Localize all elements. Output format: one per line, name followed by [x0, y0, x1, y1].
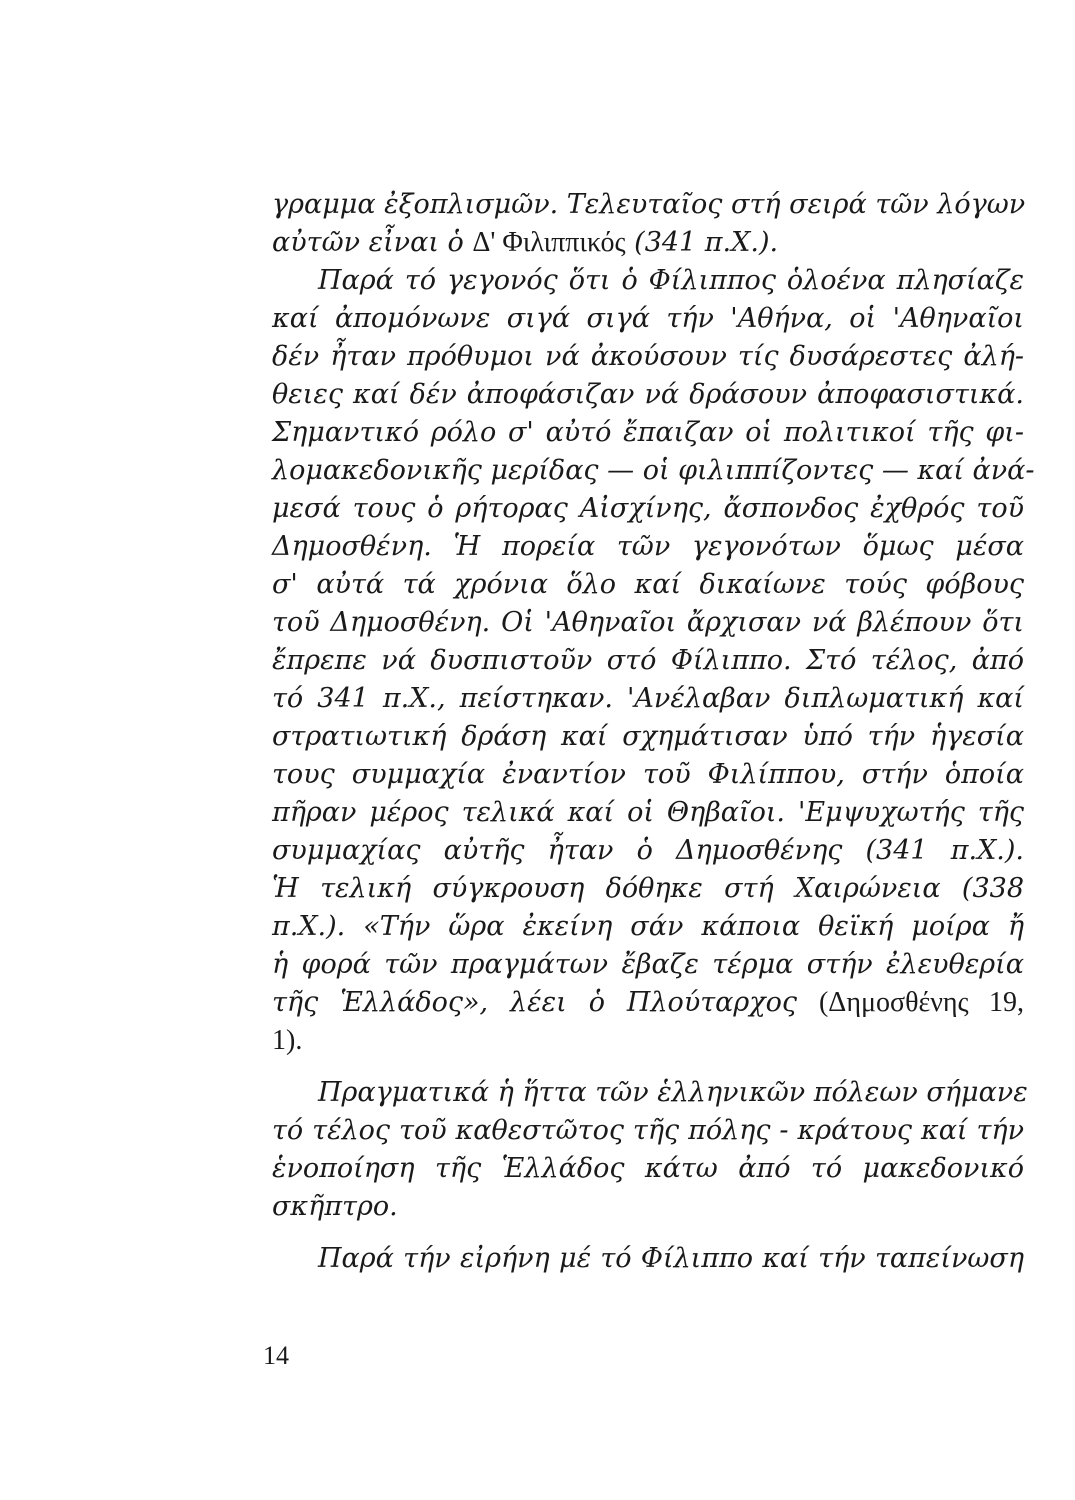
text-line: πῆραν μέρος τελικά καί οἱ Θηβαῖοι. 'Εμψυχωτής τῆς [272, 797, 1024, 828]
text-line [272, 226, 1024, 260]
text-line: τό τέλος τοῦ καθεστῶτος τῆς πόλης - κράτους καί τήν [272, 1115, 1024, 1146]
citation: (Δημοσθένης 19, [818, 987, 1024, 1018]
page-number: 14 [263, 1341, 289, 1370]
text-line: Παρά τό γεγονός ὅτι ὁ Φίλιππος ὁλοένα πλησίαζε [318, 265, 1024, 296]
text-line: τους συμμαχία ἐναντίον τοῦ Φιλίππου, στήν ὁποία [272, 759, 1024, 790]
text-line: ἔπρεπε νά δυσπιστοῦν στό Φίλιππο. Στό τέλος, ἀπό [272, 645, 1024, 676]
text-line: δέν ἦταν πρόθυμοι νά ἀκούσουν τίς δυσάρεστες ἀλή- [272, 341, 1024, 372]
text-line: Ἡ τελική σύγκρουση δόθηκε στή Χαιρώνεια (338 [272, 873, 1024, 904]
text-line: θειες καί δέν ἀποφάσιζαν νά δράσουν ἀποφασιστικά. [272, 379, 1024, 410]
text-line: γραμμα ἐξοπλισμῶν. Τελευταῖος στή σειρά τῶν λόγων [272, 189, 1026, 220]
text-line [272, 986, 1024, 1020]
text-line: συμμαχίας αὐτῆς ἦταν ὁ Δημοσθένης (341 π.Χ.). [272, 835, 1024, 866]
citation: 1). [272, 1025, 303, 1056]
text-line: λομακεδονικῆς μερίδας — οἱ φιλιππίζοντες — καί ἀνά- [272, 455, 1035, 486]
text-line: σ' αὐτά τά χρόνια ὅλο καί δικαίωνε τούς φόβους [272, 569, 1024, 600]
text-line: σκῆπτρο. [272, 1191, 398, 1222]
text-line: Πραγματικά ἡ ἥττα τῶν ἑλληνικῶν πόλεων σήμανε [318, 1077, 1028, 1108]
text-fragment: αὐτῶν εἶναι ὁ [272, 227, 464, 258]
text-line [272, 1024, 1024, 1058]
text-line: τό 341 π.Χ., πείστηκαν. 'Ανέλαβαν διπλωματική καί [272, 683, 1024, 714]
text-line: καί ἀπομόνωνε σιγά σιγά τήν 'Αθήνα, οἱ 'Αθηναῖοι [272, 303, 1024, 334]
text-line: μεσά τους ὁ ρήτορας Αἰσχίνης, ἄσπονδος ἐχθρός τοῦ [272, 493, 1024, 524]
text-line: τοῦ Δημοσθένη. Οἱ 'Αθηναῖοι ἄρχισαν νά βλέπουν ὅτι [272, 607, 1024, 638]
text-line: στρατιωτική δράση καί σχημάτισαν ὑπό τήν ἡγεσία [272, 721, 1024, 752]
text-line: π.Χ.). «Τήν ὥρα ἐκείνη σάν κάποια θεϊκή μοίρα ἤ [272, 911, 1024, 942]
speech-title: Δ' Φιλιππικός [472, 227, 626, 258]
text-line: Σημαντικό ρόλο σ' αὐτό ἔπαιζαν οἱ πολιτικοί τῆς φι- [272, 417, 1024, 448]
text-line: Δημοσθένη. Ἡ πορεία τῶν γεγονότων ὅμως μέσα [272, 531, 1024, 562]
text-line: Παρά τήν εἰρήνη μέ τό Φίλιππο καί τήν ταπείνωση [318, 1243, 1024, 1274]
text-fragment: (341 π.Χ.). [634, 227, 779, 258]
text-line: ἡ φορά τῶν πραγμάτων ἔβαζε τέρμα στήν ἐλευθερία [272, 949, 1024, 980]
text-line: ἑνοποίηση τῆς Ἑλλάδος κάτω ἀπό τό μακεδονικό [272, 1153, 1024, 1184]
text-fragment: τῆς Ἑλλάδος», λέει ὁ Πλούταρχος [272, 987, 798, 1018]
